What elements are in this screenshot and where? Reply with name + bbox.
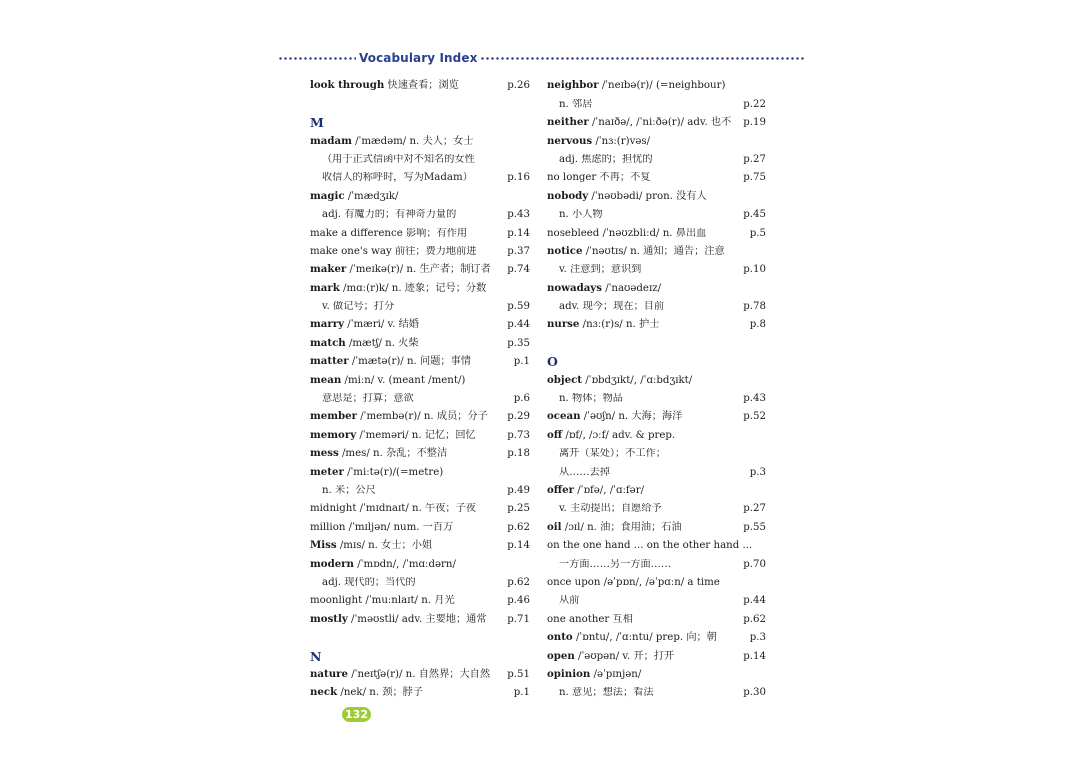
entry-headword: match (310, 336, 346, 349)
index-entry (310, 405, 530, 423)
entry-text (310, 447, 505, 460)
entry-text (310, 374, 528, 387)
entry-headword: notice (547, 244, 583, 257)
index-entry (547, 589, 766, 607)
entry-text (310, 613, 505, 626)
entry-page-ref: p.62 (743, 613, 766, 625)
index-column-left (310, 74, 530, 699)
entry-page-ref: p.44 (507, 319, 530, 331)
entry-page-ref: p.55 (743, 521, 766, 533)
index-entry (310, 295, 530, 313)
entry-page-ref: p.8 (749, 319, 766, 331)
entry-page-ref: p.29 (507, 411, 530, 423)
entry-page-ref: p.74 (507, 264, 530, 276)
index-entry (310, 552, 530, 570)
entry-definition: /əˈpɪnjən/ (590, 668, 642, 680)
index-spacer (310, 92, 530, 110)
entry-text (310, 301, 505, 313)
entry-page-ref: p.27 (743, 153, 766, 165)
entry-text (547, 467, 748, 479)
entry-page-ref: p.73 (507, 429, 530, 441)
entry-definition: adv. 现今；现在；目前 (559, 301, 665, 313)
entry-text (547, 614, 741, 626)
index-entry (547, 276, 766, 294)
entry-definition: /ˈmembə(r)/ n. 成员；分子 (357, 411, 488, 423)
entry-definition: /ˈmædʒɪk/ (344, 190, 399, 202)
entry-headword: mostly (310, 612, 348, 625)
entry-definition: 从前 (559, 595, 580, 607)
entry-definition: million /ˈmɪljən/ num. 一百万 (310, 521, 454, 533)
index-entry (547, 681, 766, 699)
entry-definition: 一方面……另一方面…… (559, 558, 672, 570)
entry-headword: nobody (547, 189, 589, 202)
entry-headword: meter (310, 465, 344, 478)
entry-definition: 快速查看；浏览 (384, 80, 459, 92)
entry-definition: /ˈmætə(r)/ n. 问题；事情 (348, 356, 471, 368)
entry-headword: magic (310, 189, 345, 202)
entry-definition: n. 意见；想法；看法 (559, 687, 654, 699)
entry-text (547, 264, 741, 276)
entry-headword: neck (310, 686, 338, 699)
entry-text (547, 448, 764, 460)
section-header (278, 50, 806, 66)
index-spacer (547, 331, 766, 349)
entry-definition: 离开（某处）；不工作； (559, 448, 666, 460)
index-column-right (547, 74, 766, 699)
index-entry (547, 74, 766, 92)
entry-page-ref: p.51 (507, 668, 530, 680)
entry-text (547, 559, 741, 571)
index-entry (310, 497, 530, 515)
entry-text (547, 99, 741, 111)
index-entry (547, 258, 766, 276)
entry-text (310, 539, 505, 552)
header-title: Vocabulary Index (359, 51, 478, 65)
index-entry (310, 276, 530, 294)
index-entry (547, 166, 766, 184)
index-entry (310, 240, 530, 258)
entry-text (310, 172, 505, 184)
index-spacer (310, 626, 530, 644)
entry-headword: nowadays (547, 281, 602, 294)
index-entry (547, 295, 766, 313)
entry-definition: /ˈəʊʃn/ n. 大海；海洋 (580, 411, 683, 423)
index-entry (310, 184, 530, 202)
entry-definition: N (310, 650, 322, 663)
entry-page-ref: p.71 (507, 613, 530, 625)
entry-definition: midnight /ˈmɪdnaɪt/ n. 午夜；子夜 (310, 503, 476, 515)
entry-text (310, 410, 505, 423)
entry-definition: /nɜː(r)s/ n. 护士 (579, 319, 660, 331)
entry-text (310, 429, 505, 442)
entry-headword: opinion (547, 667, 591, 680)
index-entry (547, 497, 766, 515)
entry-page-ref: p.44 (743, 595, 766, 607)
entry-text (310, 651, 530, 663)
entry-page-ref: p.16 (507, 172, 530, 184)
index-entry (547, 644, 766, 662)
entry-definition: /ˈmeməri/ n. 记忆；回忆 (356, 429, 476, 441)
entry-text (547, 429, 764, 442)
index-entry (310, 515, 530, 533)
index-letter-heading (310, 644, 530, 662)
entry-definition: 收信人的称呼时，写为Madam） (322, 172, 473, 184)
entry-text (547, 245, 764, 258)
index-entry (310, 423, 530, 441)
index-entry (547, 184, 766, 202)
entry-text (310, 282, 528, 295)
entry-headword: open (547, 649, 575, 662)
index-entry (547, 92, 766, 110)
entry-headword: nurse (547, 318, 580, 331)
entry-text (310, 117, 530, 129)
entry-headword: mean (310, 373, 342, 386)
entry-text (310, 393, 512, 405)
entry-definition: n. 物体；物品 (559, 393, 623, 405)
entry-page-ref: p.22 (743, 98, 766, 110)
entry-text (547, 282, 764, 295)
entry-definition: /ˈɒntu/, /ˈɑːntu/ prep. 向；朝 (572, 632, 717, 644)
index-entry (310, 313, 530, 331)
entry-definition: /ˈnɜː(r)vəs/ (592, 135, 651, 147)
entry-definition: /ˈmiːtə(r)/(=metre) (343, 466, 444, 478)
index-entry (310, 479, 530, 497)
entry-text (310, 190, 528, 203)
entry-text (310, 154, 528, 166)
index-entry (310, 442, 530, 460)
entry-headword: object (547, 373, 582, 386)
index-entry (547, 129, 766, 147)
entry-headword: madam (310, 134, 352, 147)
entry-page-ref: p.62 (507, 521, 530, 533)
entry-text (310, 355, 512, 368)
index-letter-heading (547, 350, 766, 368)
entry-page-ref: p.5 (749, 227, 766, 239)
entry-page-ref: p.37 (507, 245, 530, 257)
entry-definition: /ˈɒbdʒɪkt/, /ˈɑːbdʒɪkt/ (582, 374, 693, 386)
index-entry (310, 166, 530, 184)
entry-page-ref: p.75 (743, 172, 766, 184)
index-entry (547, 571, 766, 589)
index-entry (310, 681, 530, 699)
entry-definition: /mɪs/ n. 女士；小姐 (336, 540, 433, 552)
entry-definition: 从……去掉 (559, 466, 610, 478)
entry-definition: n. 小人物 (559, 209, 603, 221)
index-entry (310, 607, 530, 625)
entry-text (547, 410, 741, 423)
entry-page-ref: p.3 (749, 632, 766, 644)
entry-text (310, 337, 505, 350)
entry-definition: v. 注意到；意识到 (559, 264, 642, 276)
entry-headword: matter (310, 355, 349, 368)
entry-page-ref: p.26 (507, 80, 530, 92)
index-entry (547, 515, 766, 533)
entry-definition: 意思是；打算；意欲 (322, 393, 414, 405)
entry-page-ref: p.35 (507, 337, 530, 349)
entry-text (310, 135, 528, 148)
entry-text (547, 172, 741, 184)
entry-definition: /nek/ n. 颈；脖子 (337, 687, 424, 699)
index-entry (310, 148, 530, 166)
entry-text (310, 668, 505, 681)
entry-definition: /miːn/ v. (meant /ment/) (341, 374, 466, 386)
index-entry (310, 74, 530, 92)
entry-text (547, 228, 748, 240)
entry-headword: memory (310, 428, 357, 441)
entry-text (547, 318, 748, 331)
entry-page-ref: p.46 (507, 595, 530, 607)
entry-definition: adj. 现代的；当代的 (322, 576, 416, 588)
entry-headword: maker (310, 263, 347, 276)
entry-headword: modern (310, 557, 354, 570)
entry-page-ref: p.14 (743, 650, 766, 662)
header-dots-right (480, 57, 806, 60)
entry-text (547, 135, 764, 148)
entry-definition: make a difference 影响；有作用 (310, 227, 468, 239)
index-entry (547, 313, 766, 331)
index-entry (310, 350, 530, 368)
entry-definition: adj. 有魔力的；有神奇力量的 (322, 209, 457, 221)
entry-headword: nature (310, 667, 348, 680)
entry-text (547, 116, 741, 129)
index-entry (310, 589, 530, 607)
entry-page-ref: p.10 (743, 264, 766, 276)
entry-page-ref: p.78 (743, 301, 766, 313)
entry-page-ref: p.43 (743, 393, 766, 405)
page-number-badge: 132 (342, 707, 371, 722)
entry-page-ref: p.25 (507, 503, 530, 515)
entry-definition: /ˈmæri/ v. 结婚 (344, 319, 419, 331)
entry-text (547, 577, 764, 589)
entry-page-ref: p.18 (507, 448, 530, 460)
index-entry (547, 203, 766, 221)
entry-page-ref: p.52 (743, 411, 766, 423)
entry-text (310, 228, 505, 240)
entry-text (547, 393, 741, 405)
index-entry (547, 534, 766, 552)
entry-page-ref: p.49 (507, 484, 530, 496)
entry-definition: M (310, 117, 324, 130)
entry-definition: adj. 焦虑的；担忧的 (559, 153, 653, 165)
index-entry (547, 387, 766, 405)
entry-text (310, 522, 505, 534)
entry-text (310, 318, 505, 331)
entry-definition: /ˈɒfə/, /ˈɑːfər/ (574, 484, 645, 496)
index-entry (547, 368, 766, 386)
entry-definition: （用于正式信函中对不知名的女性 (322, 153, 475, 165)
index-entry (547, 626, 766, 644)
entry-headword: mark (310, 281, 340, 294)
entry-text (310, 485, 505, 497)
entry-definition: moonlight /ˈmuːnlaɪt/ n. 月光 (310, 595, 455, 607)
entry-definition: one another 互相 (547, 613, 633, 625)
entry-page-ref: p.3 (749, 466, 766, 478)
entry-headword: look through (310, 79, 385, 92)
entry-headword: Miss (310, 539, 337, 552)
entry-page-ref: p.43 (507, 209, 530, 221)
entry-page-ref: p.45 (743, 209, 766, 221)
index-entry (310, 368, 530, 386)
entry-text (547, 301, 741, 313)
entry-definition: /ˈneɪbə(r)/ (=neighbour) (598, 80, 726, 92)
entry-definition: /ˈmɒdn/, /ˈmɑːdərn/ (353, 558, 456, 570)
entry-page-ref: p.30 (743, 687, 766, 699)
entry-headword: member (310, 410, 358, 423)
index-entry (310, 129, 530, 147)
entry-definition: n. 邻居 (559, 98, 593, 110)
entry-page-ref: p.1 (513, 356, 530, 368)
entry-definition: /ˈnəʊtɪs/ n. 通知；通告；注意 (582, 245, 725, 257)
entry-definition: /ɔɪl/ n. 油；食用油；石油 (561, 521, 682, 533)
entry-text (547, 374, 764, 387)
index-entry (310, 571, 530, 589)
header-dots-left (278, 57, 356, 60)
entry-definition: /ˈneɪtʃə(r)/ n. 自然界；大自然 (347, 668, 491, 680)
entry-definition: /ˈnaʊədeɪz/ (601, 282, 662, 294)
entry-page-ref: p.14 (507, 227, 530, 239)
entry-definition: v. 做记号；打分 (322, 301, 395, 313)
entry-page-ref: p.1 (513, 687, 530, 699)
entry-text (547, 356, 766, 368)
index-entry (547, 442, 766, 460)
entry-text (310, 686, 512, 699)
entry-text (310, 466, 528, 479)
entry-definition: no longer 不再；不复 (547, 172, 651, 184)
index-entry (310, 460, 530, 478)
entry-definition: /mætʃ/ n. 火柴 (345, 337, 419, 349)
entry-text (547, 484, 764, 497)
index-entry (547, 607, 766, 625)
index-letter-heading (310, 111, 530, 129)
entry-headword: oil (547, 520, 562, 533)
index-entry (547, 423, 766, 441)
entry-definition: on the one hand ... on the other hand ... (547, 540, 753, 552)
entry-page-ref: p.70 (743, 558, 766, 570)
entry-headword: neither (547, 116, 589, 129)
entry-headword: offer (547, 483, 575, 496)
entry-text (547, 190, 764, 203)
index-entry (310, 534, 530, 552)
entry-definition: /ˈmeɪkə(r)/ n. 生产者；制订者 (346, 264, 491, 276)
entry-page-ref: p.6 (513, 393, 530, 405)
entry-text (547, 540, 764, 552)
entry-headword: off (547, 428, 563, 441)
entry-definition: /mes/ n. 杂乱；不整洁 (338, 448, 448, 460)
index-entry (547, 405, 766, 423)
entry-headword: onto (547, 631, 573, 644)
entry-text (547, 79, 764, 92)
entry-text (547, 209, 741, 221)
index-entry (547, 148, 766, 166)
entry-text (547, 687, 741, 699)
entry-headword: mess (310, 447, 339, 460)
entry-text (310, 558, 528, 571)
entry-headword: neighbor (547, 79, 599, 92)
index-entry (547, 552, 766, 570)
entry-definition: once upon /əˈpɒn/, /əˈpɑːn/ a time (547, 576, 720, 588)
entry-page-ref: p.62 (507, 576, 530, 588)
entry-definition: /ˈnaɪðə/, /ˈniːðə(r)/ adv. 也不 (588, 117, 732, 129)
index-entry (310, 221, 530, 239)
entry-definition: n. 米；公尺 (322, 484, 376, 496)
entry-definition: /mɑː(r)k/ n. 迹象；记号；分数 (339, 282, 487, 294)
entry-page-ref: p.27 (743, 503, 766, 515)
entry-page-ref: p.14 (507, 540, 530, 552)
entry-text (547, 668, 764, 681)
entry-text (310, 79, 505, 92)
index-entry (547, 460, 766, 478)
index-entry (310, 663, 530, 681)
index-entry (310, 331, 530, 349)
entry-text (310, 503, 505, 515)
index-entry (547, 663, 766, 681)
entry-definition: v. 主动提出；自愿给予 (559, 503, 662, 515)
entry-text (310, 263, 505, 276)
entry-definition: /ˈnəʊbədi/ pron. 没有人 (588, 190, 707, 202)
entry-definition: O (547, 356, 558, 369)
entry-headword: ocean (547, 410, 581, 423)
entry-headword: marry (310, 318, 345, 331)
entry-text (310, 577, 505, 589)
entry-text (547, 503, 741, 515)
entry-text (547, 650, 741, 663)
entry-text (310, 595, 505, 607)
entry-page-ref: p.59 (507, 301, 530, 313)
entry-page-ref: p.19 (743, 117, 766, 129)
entry-text (547, 154, 741, 166)
index-entry (310, 258, 530, 276)
entry-text (547, 521, 741, 534)
index-entry (310, 203, 530, 221)
entry-text (310, 209, 505, 221)
entry-definition: /ˈməʊstli/ adv. 主要地；通常 (347, 613, 487, 625)
entry-definition: /ɒf/, /ɔːf/ adv. & prep. (562, 429, 676, 441)
entry-text (547, 631, 748, 644)
entry-headword: nervous (547, 134, 593, 147)
entry-definition: /ˈmædəm/ n. 夫人；女士 (351, 135, 474, 147)
index-entry (547, 240, 766, 258)
entry-definition: nosebleed /ˈnəʊzbliːd/ n. 鼻出血 (547, 227, 707, 239)
index-entry (547, 221, 766, 239)
index-entry (310, 387, 530, 405)
entry-text (547, 595, 741, 607)
entry-definition: make one's way 前往；费力地前进 (310, 245, 477, 257)
index-entry (547, 111, 766, 129)
entry-text (310, 246, 505, 258)
index-entry (547, 479, 766, 497)
entry-definition: /ˈəʊpən/ v. 开；打开 (574, 650, 675, 662)
